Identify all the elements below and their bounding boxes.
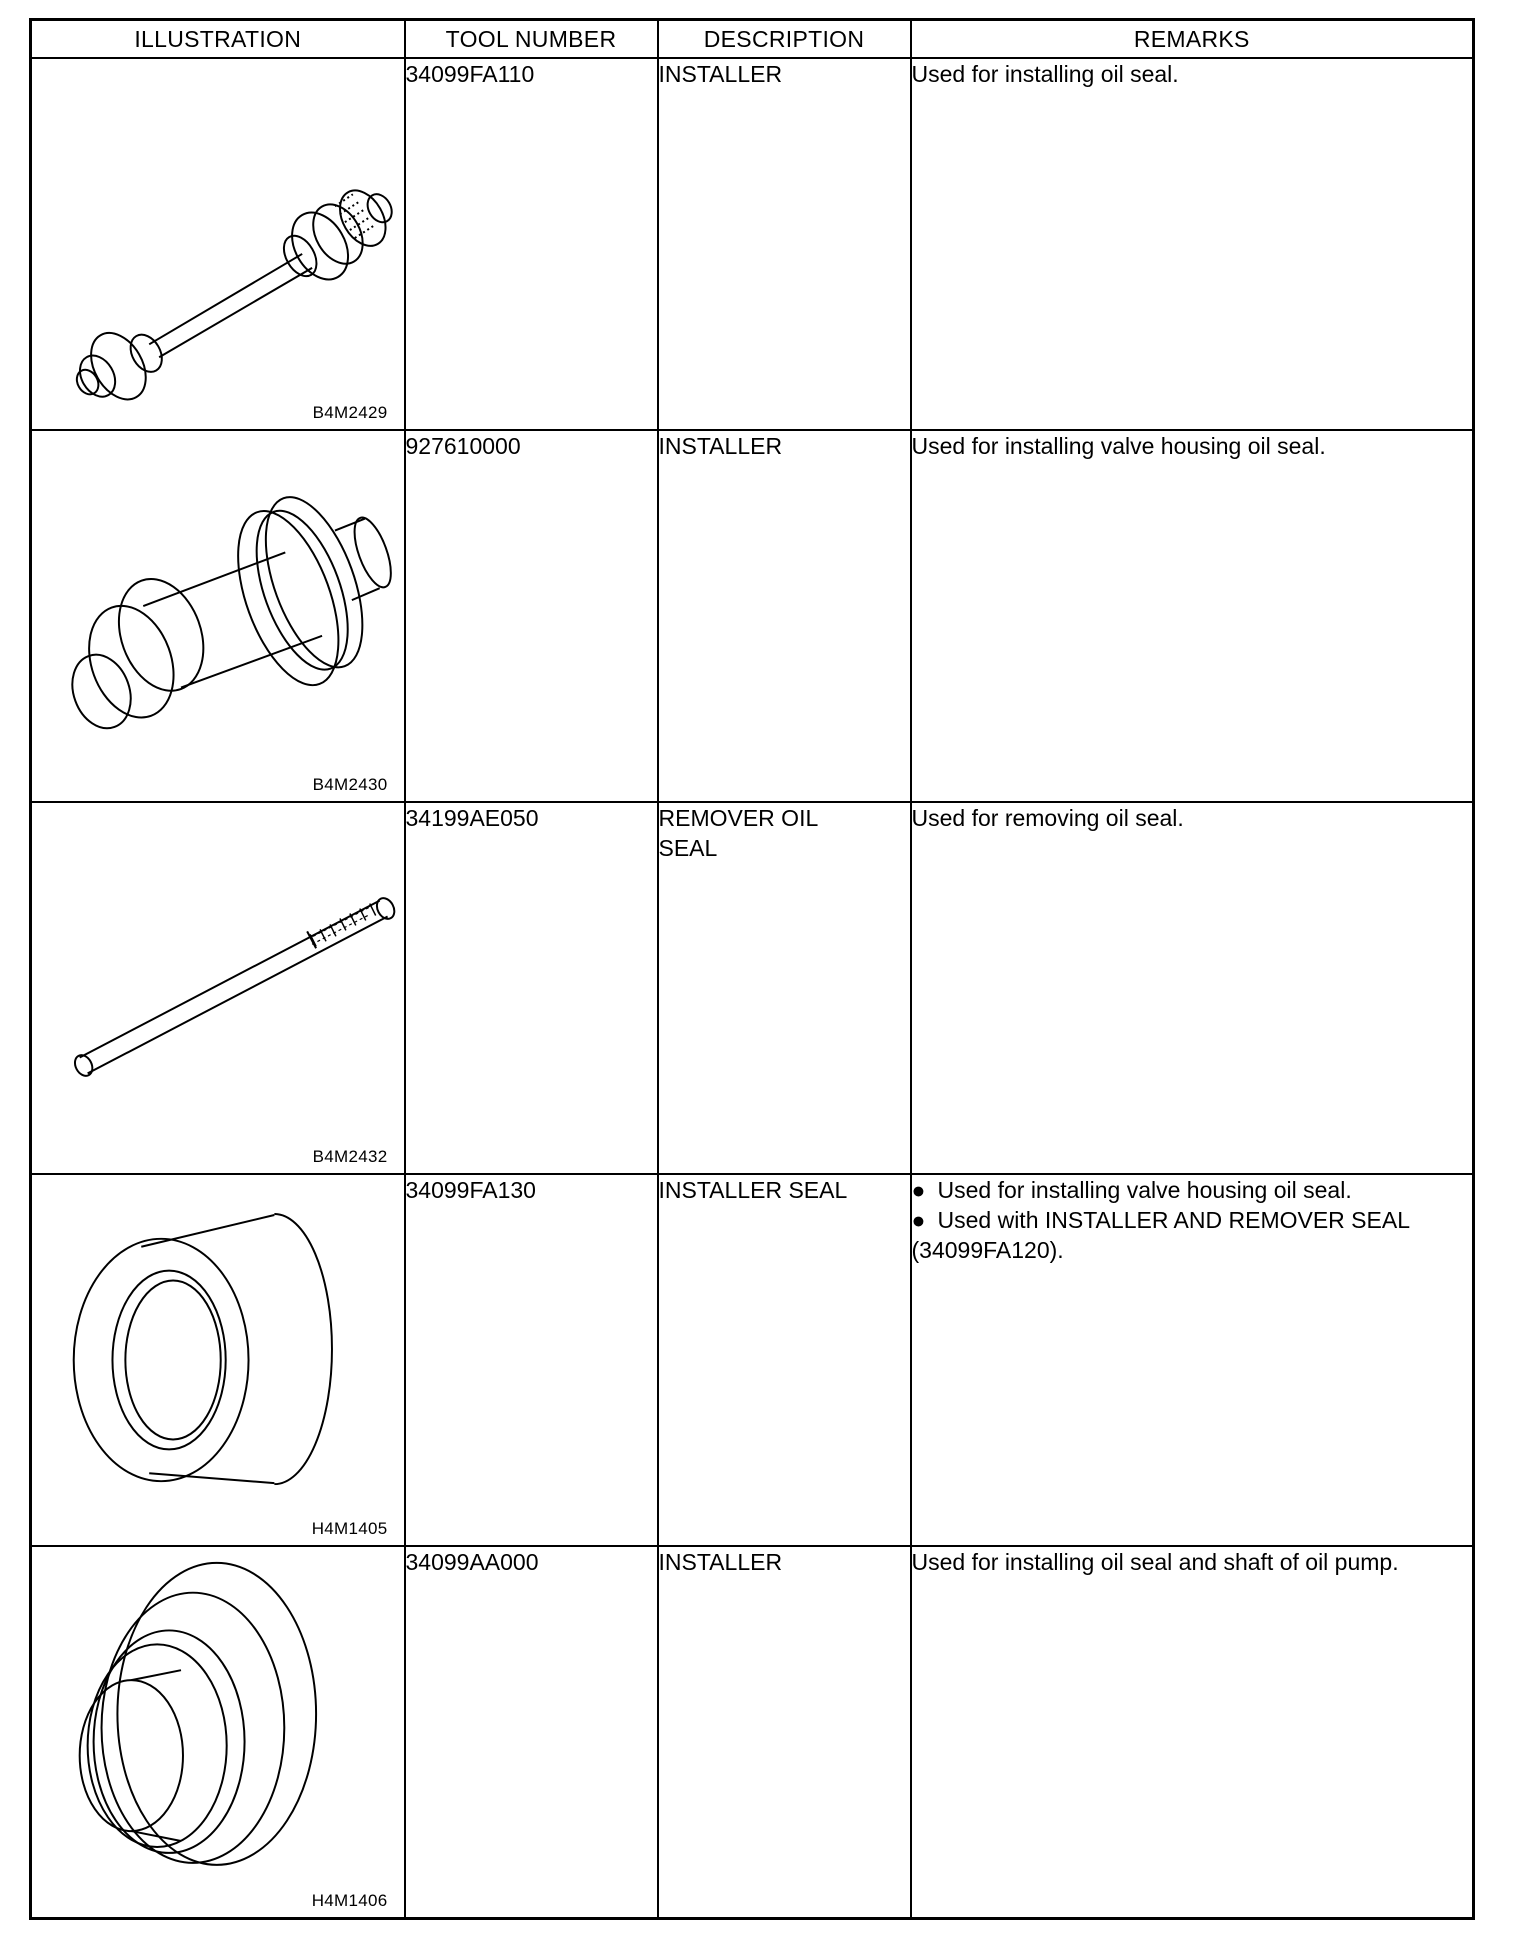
remarks-cell <box>911 1174 1474 1546</box>
list-item <box>912 1175 1473 1205</box>
table-row <box>31 58 1474 430</box>
tool-number-cell: 34099FA130 <box>405 1174 658 1546</box>
remark-text: Used with INSTALLER AND REMOVER SEAL (34099FA120). <box>911 1207 1410 1263</box>
illustration-cell <box>31 802 405 1174</box>
header-tool-number: TOOL NUMBER <box>405 20 658 59</box>
remover-rod-illustration <box>32 803 404 1173</box>
illustration-cell <box>31 430 405 802</box>
installer-stepped-disc-illustration <box>32 1547 404 1917</box>
remark-text: Used for installing valve housing oil seal. <box>937 1177 1352 1203</box>
table-row <box>31 1174 1474 1546</box>
remarks-cell: Used for installing oil seal. <box>911 58 1474 430</box>
illustration-cell <box>31 1546 405 1918</box>
bullet-icon: ● <box>911 1207 926 1233</box>
header-description: DESCRIPTION <box>658 20 911 59</box>
remarks-list <box>912 1175 1473 1265</box>
tool-number-cell: 927610000 <box>405 430 658 802</box>
tool-number-cell: 34199AE050 <box>405 802 658 1174</box>
illustration-code: B4M2430 <box>312 775 388 794</box>
special-tools-table <box>29 18 1475 1920</box>
list-item <box>912 1205 1473 1265</box>
header-row <box>31 20 1474 59</box>
table-row <box>31 802 1474 1174</box>
installer-seal-ring-illustration <box>32 1175 404 1545</box>
table-row <box>31 430 1474 802</box>
stepped-installer-illustration <box>32 431 404 801</box>
illustration-code: B4M2432 <box>312 1147 388 1166</box>
description-cell: INSTALLER <box>658 430 911 802</box>
remarks-cell: Used for removing oil seal. <box>911 802 1474 1174</box>
description-cell: INSTALLER <box>658 58 911 430</box>
description-cell: INSTALLER SEAL <box>658 1174 911 1546</box>
header-remarks: REMARKS <box>911 20 1474 59</box>
remarks-cell: Used for installing oil seal and shaft of oil pump. <box>911 1546 1474 1918</box>
description-cell: REMOVER OIL SEAL <box>658 802 911 1174</box>
illustration-cell <box>31 58 405 430</box>
table-row <box>31 1546 1474 1918</box>
illustration-code: H4M1405 <box>311 1519 388 1538</box>
illustration-code: H4M1406 <box>311 1890 388 1910</box>
header-illustration: ILLUSTRATION <box>31 20 405 59</box>
description-cell: INSTALLER <box>658 1546 911 1918</box>
illustration-code: B4M2429 <box>312 403 388 422</box>
tool-number-cell: 34099FA110 <box>405 58 658 430</box>
remarks-cell: Used for installing valve housing oil seal. <box>911 430 1474 802</box>
installer-shaft-illustration <box>32 59 404 429</box>
bullet-icon: ● <box>911 1177 926 1203</box>
tool-number-cell: 34099AA000 <box>405 1546 658 1918</box>
illustration-cell <box>31 1174 405 1546</box>
